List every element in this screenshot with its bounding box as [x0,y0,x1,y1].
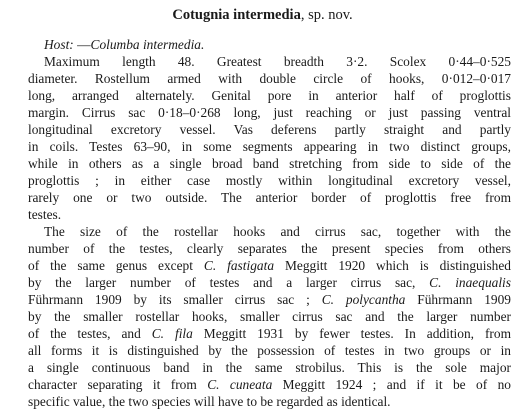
text-line: longitudinal excretory vessel. Vas deferens partly straight and partly [28,122,511,137]
text-line: margin. Cirrus sac 0·18–0·268 long, just reaching or just passing ventral [28,105,511,120]
host-label: Host: [44,37,74,52]
text-line: all forms it is distinguished by the possession of testes in two groups or in [28,343,511,358]
species-ref: C. polycantha [321,292,406,307]
species-ref: C. cuneata [207,377,273,392]
text-line: Maximum length 48. Greatest breadth 3·2. Scolex 0·44–0·525 [44,54,511,69]
text-line: in coils. Testes 63–90, in some segments appearing in two distinct groups, [28,139,511,154]
text-line: rarely one or two outside. The anterior border of proglottis free from [28,190,511,205]
text-line: while in others as a single broad band stretching from side to side of the [28,156,511,171]
host-line [44,36,511,53]
text-line: proglottis ; in either case mostly within longitudinal excretory vessel, [28,173,511,188]
species-status: , sp. nov. [300,7,353,23]
text-line: specific value, the two species will have to be regarded as identical. [28,394,391,409]
species-ref: C. fastigata [203,258,275,273]
text-line: by the larger number of testes and a larger cirrus sac, C. inaequalis [28,275,511,290]
species-ref: C. fila [151,326,193,341]
text-line: number of the testes, clearly separates the present species from others [28,241,511,256]
text-line: of the same genus except C. fastigata Meggitt 1920 which is distinguished [28,258,511,273]
text-line: Führmann 1909 by its smaller cirrus sac ; C. polycantha Führmann 1909 [28,292,511,307]
text-line: long, arranged alternately. Genital pore in anterior half of proglottis [28,88,511,103]
text-line: of the testes, and C. fila Meggitt 1931 by fewer testes. In addition, from [28,326,511,341]
host-dash: — [73,37,91,52]
text-line: a single continuous band in the same strobilus. This is the sole major [28,360,511,375]
species-name: Cotugnia intermedia [172,7,301,23]
text-line: by the smaller rostellar hooks, smaller cirrus sac and the larger number [28,309,511,324]
text-line: character separating it from C. cuneata Meggitt 1924 ; and if it be of no [28,377,511,392]
species-heading [0,6,525,24]
species-ref: C. inaequalis [429,275,511,290]
text-line: diameter. Rostellum armed with double circle of hooks, 0·012–0·017 [28,71,511,86]
text-line: testes. [28,207,62,222]
host-name: Columba intermedia. [90,37,205,52]
text-line: The size of the rostellar hooks and cirrus sac, together with the [44,224,511,239]
